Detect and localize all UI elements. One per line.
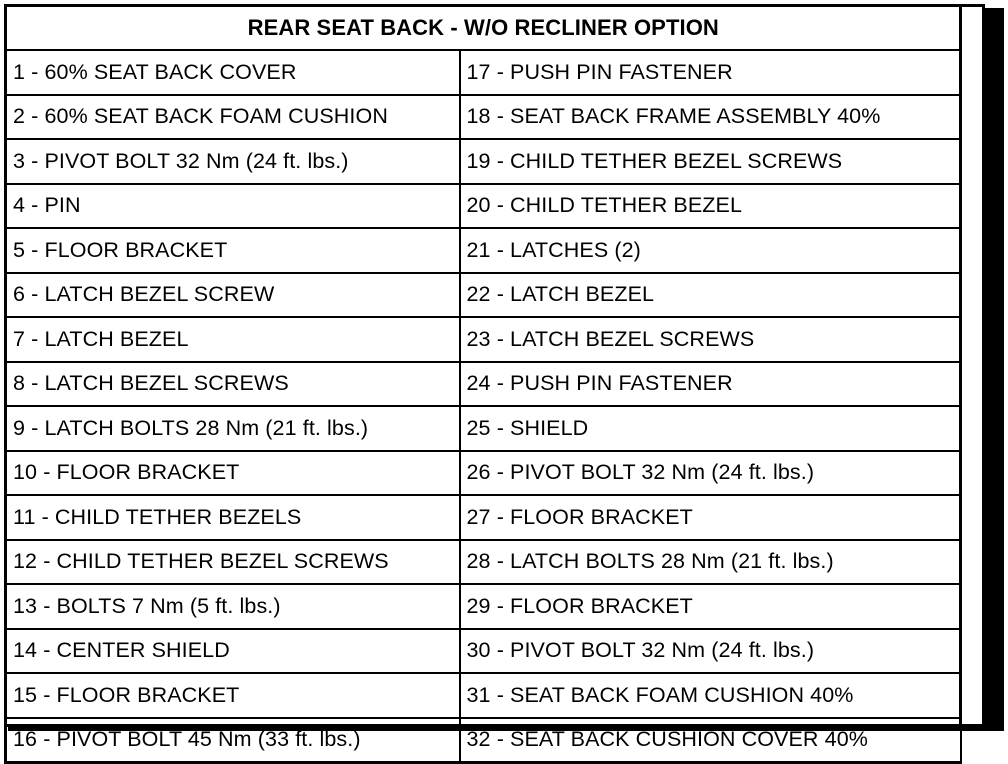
table-row — [6, 139, 961, 184]
part-entry-right: 17 - PUSH PIN FASTENER — [460, 50, 961, 95]
part-entry-right: 22 - LATCH BEZEL — [460, 273, 961, 318]
part-entry-right: 24 - PUSH PIN FASTENER — [460, 362, 961, 407]
table-title: REAR SEAT BACK - W/O RECLINER OPTION — [6, 6, 961, 51]
table-row — [6, 629, 961, 674]
part-entry-right: 26 - PIVOT BOLT 32 Nm (24 ft. lbs.) — [460, 451, 961, 496]
table-row — [6, 451, 961, 496]
part-entry-left: 1 - 60% SEAT BACK COVER — [6, 50, 460, 95]
part-entry-left: 3 - PIVOT BOLT 32 Nm (24 ft. lbs.) — [6, 139, 460, 184]
part-entry-right: 23 - LATCH BEZEL SCREWS — [460, 317, 961, 362]
part-entry-left: 4 - PIN — [6, 184, 460, 229]
part-entry-right: 21 - LATCHES (2) — [460, 228, 961, 273]
part-entry-left: 7 - LATCH BEZEL — [6, 317, 460, 362]
part-entry-left: 5 - FLOOR BRACKET — [6, 228, 460, 273]
part-entry-right: 32 - SEAT BACK CUSHION COVER 40% — [460, 718, 961, 763]
table-row — [6, 228, 961, 273]
part-entry-left: 9 - LATCH BOLTS 28 Nm (21 ft. lbs.) — [6, 406, 460, 451]
table-row — [6, 673, 961, 718]
frame-shadow-right — [985, 8, 1004, 730]
part-entry-right: 31 - SEAT BACK FOAM CUSHION 40% — [460, 673, 961, 718]
part-entry-right: 30 - PIVOT BOLT 32 Nm (24 ft. lbs.) — [460, 629, 961, 674]
part-entry-left: 14 - CENTER SHIELD — [6, 629, 460, 674]
table-row — [6, 184, 961, 229]
table-row — [6, 317, 961, 362]
part-entry-right: 19 - CHILD TETHER BEZEL SCREWS — [460, 139, 961, 184]
parts-list — [6, 50, 961, 763]
table-row — [6, 495, 961, 540]
part-entry-left: 13 - BOLTS 7 Nm (5 ft. lbs.) — [6, 584, 460, 629]
part-entry-left: 6 - LATCH BEZEL SCREW — [6, 273, 460, 318]
table-row — [6, 273, 961, 318]
table-row — [6, 540, 961, 585]
table-row — [6, 584, 961, 629]
part-entry-right: 29 - FLOOR BRACKET — [460, 584, 961, 629]
part-entry-left: 16 - PIVOT BOLT 45 Nm (33 ft. lbs.) — [6, 718, 460, 763]
part-entry-left: 12 - CHILD TETHER BEZEL SCREWS — [6, 540, 460, 585]
part-entry-left: 2 - 60% SEAT BACK FOAM CUSHION — [6, 95, 460, 140]
part-entry-right: 27 - FLOOR BRACKET — [460, 495, 961, 540]
part-entry-right: 28 - LATCH BOLTS 28 Nm (21 ft. lbs.) — [460, 540, 961, 585]
part-entry-left: 10 - FLOOR BRACKET — [6, 451, 460, 496]
table-row — [6, 95, 961, 140]
parts-legend-table — [4, 4, 962, 764]
part-entry-left: 11 - CHILD TETHER BEZELS — [6, 495, 460, 540]
part-entry-right: 20 - CHILD TETHER BEZEL — [460, 184, 961, 229]
part-entry-left: 8 - LATCH BEZEL SCREWS — [6, 362, 460, 407]
table-row — [6, 406, 961, 451]
part-entry-left: 15 - FLOOR BRACKET — [6, 673, 460, 718]
table-row — [6, 362, 961, 407]
part-entry-right: 25 - SHIELD — [460, 406, 961, 451]
title-row — [6, 6, 961, 51]
table-row — [6, 718, 961, 763]
part-entry-right: 18 - SEAT BACK FRAME ASSEMBLY 40% — [460, 95, 961, 140]
table-row — [6, 50, 961, 95]
